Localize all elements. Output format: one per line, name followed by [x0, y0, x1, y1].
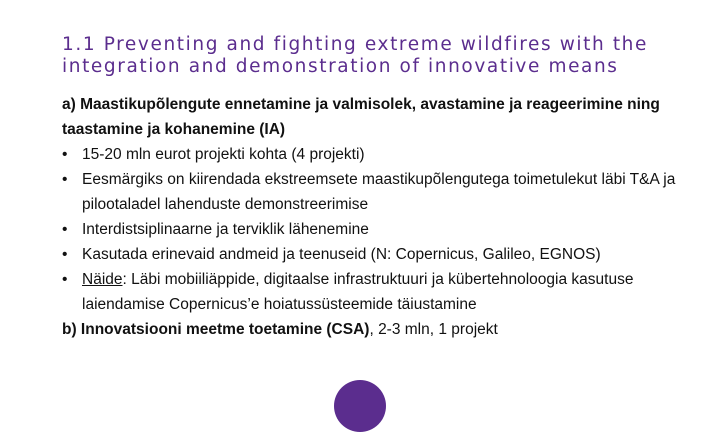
bullet-text: Interdistsiplinaarne ja terviklik lähenemine — [82, 221, 369, 238]
slide-title-line-2: integration and demonstration of innovative means — [62, 56, 619, 77]
bullet-text: 15-20 mln eurot projekti kohta (4 projekti) — [82, 146, 365, 163]
bullet-icon: • — [62, 221, 68, 238]
bullet-text: Kasutada erinevaid andmeid ja teenuseid (N: Copernicus, Galileo, EGNOS) — [82, 246, 601, 263]
decorative-circle — [334, 380, 386, 432]
bullet-item — [62, 167, 712, 217]
bullet-icon: • — [62, 171, 68, 188]
section-b-heading: b) Innovatsiooni meetme toetamine (CSA) — [62, 321, 370, 338]
bullet-text: Eesmärgiks on kiirendada ekstreemsete maastikupõlengutega toimetulekut läbi T&A ja pilootaladel lahenduste demonstreerimise — [82, 171, 676, 213]
section-b-line — [62, 317, 712, 342]
bullet-icon: • — [62, 146, 68, 163]
bullet-item — [62, 267, 712, 317]
bullet-icon: • — [62, 271, 68, 288]
bullet-icon: • — [62, 246, 68, 263]
bullet-item — [62, 142, 712, 167]
section-b-details: , 2-3 mln, 1 projekt — [369, 321, 498, 338]
section-a-heading: a) Maastikupõlengute ennetamine ja valmisolek, avastamine ja reageerimine ning taastamine ja kohanemine (IA) — [62, 96, 660, 138]
bullet-item — [62, 242, 712, 267]
slide-title-line-1: 1.1 Preventing and fighting extreme wildfires with the — [62, 34, 648, 55]
bullet-item — [62, 217, 712, 242]
example-label: Näide — [82, 271, 123, 288]
slide-title — [62, 34, 702, 78]
slide-body — [62, 92, 712, 342]
bullet-text: : Läbi mobiiliäppide, digitaalse infrastruktuuri ja kübertehnoloogia kasutuse laiendamise Copernicus’e hoiatussüsteemide täiustamine — [82, 271, 634, 313]
